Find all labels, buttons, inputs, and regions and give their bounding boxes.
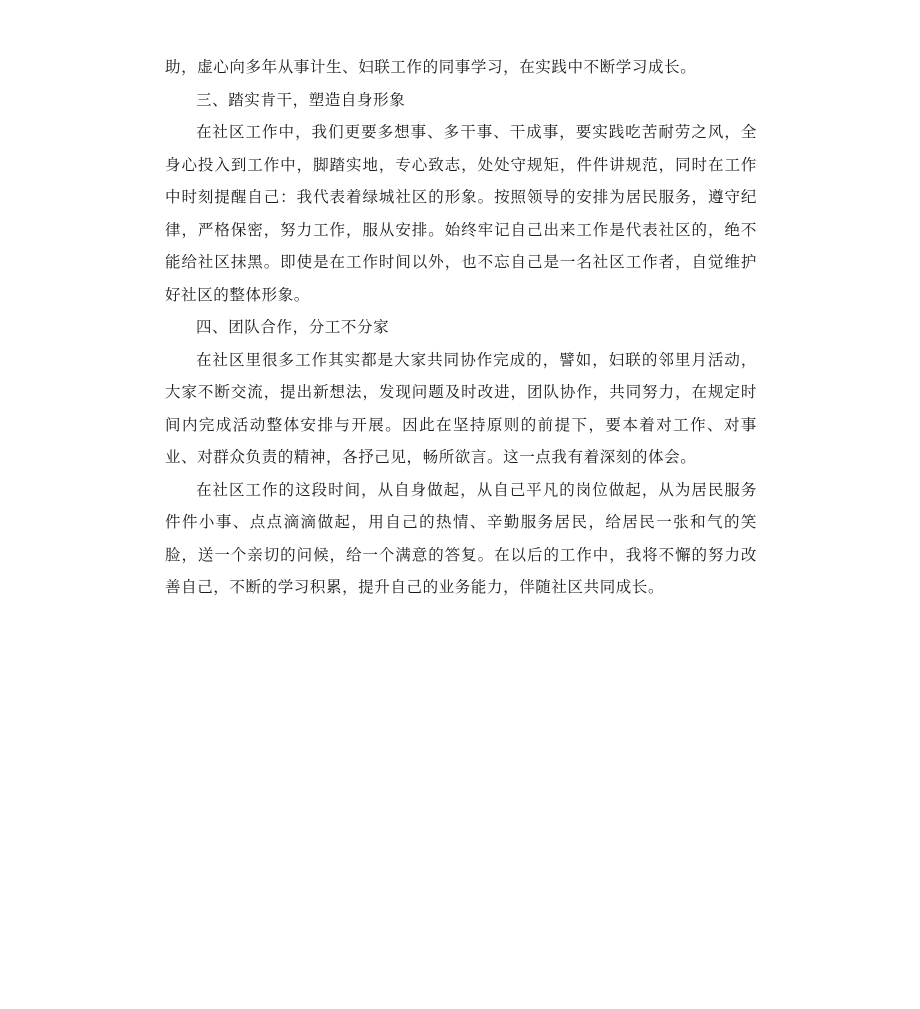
paragraph-section-3: 在社区工作中，我们更要多想事、多干事、干成事，要实践吃苦耐劳之风，全身心投入到工作中，脚踏实地，专心致志，处处守规矩，件件讲规范，同时在工作中时刻提醒自己：我代表着绿城社区的形象。按照领导的安排为居民服务，遵守纪律，严格保密，努力工作，服从安排。始终牢记自己出来工作是代表社区的，绝不能给社区抹黑。即使是在工作时间以外，也不忘自己是一名社区工作者，自觉维护好社区的整体形象。 xyxy=(165,123,757,304)
paragraph-section-4: 在社区里很多工作其实都是大家共同协作完成的，譬如，妇联的邻里月活动，大家不断交流，提出新想法，发现问题及时改进，团队协作，共同努力，在规定时间内完成活动整体安排与开展。因此在坚持原则的前提下，要本着对工作、对事业、对群众负责的精神，各抒己见，畅所欲言。这一点我有着深刻的体会。 xyxy=(165,350,757,466)
paragraph-continuation: 助，虚心向多年从事计生、妇联工作的同事学习，在实践中不断学习成长。 xyxy=(165,58,697,76)
paragraph-conclusion: 在社区工作的这段时间，从自身做起，从自己平凡的岗位做起，从为居民服务件件小事、点点滴滴做起，用自己的热情、辛勤服务居民，给居民一张和气的笑脸，送一个亲切的问候，给一个满意的答复。在以后的工作中，我将不懈的努力改善自己，不断的学习积累，提升自己的业务能力，伴随社区共同成长。 xyxy=(165,480,757,596)
section-heading-3: 三、踏实肯干，塑造自身形象 xyxy=(196,90,406,109)
section-heading-4: 四、团队合作，分工不分家 xyxy=(196,318,390,336)
document-page xyxy=(165,51,757,604)
